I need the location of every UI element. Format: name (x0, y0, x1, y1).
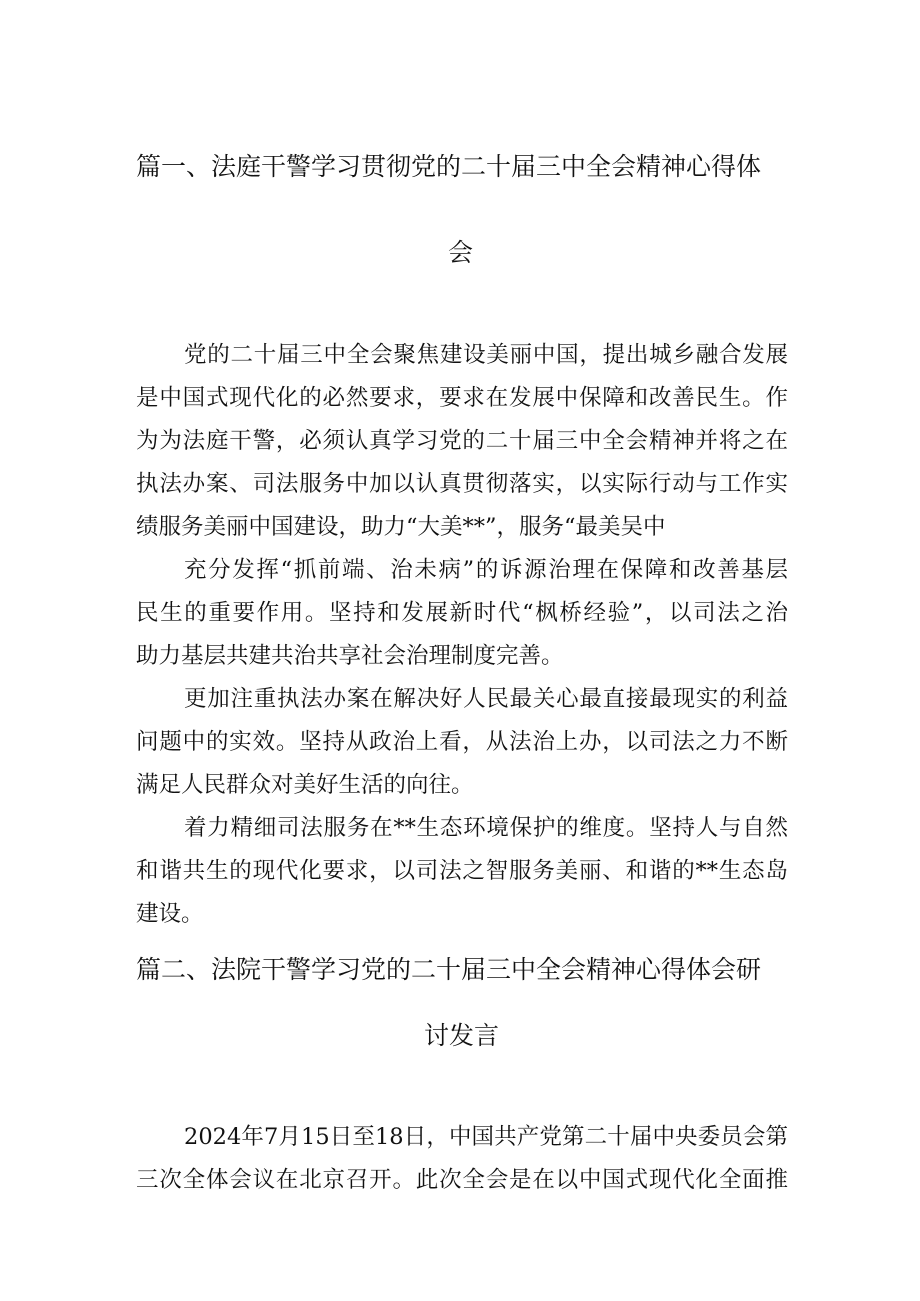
section-1-body-line: 更加注重执法办案在解决好人民最关心最直接最现实的利益 (184, 686, 788, 712)
section-1-body-line: 充分发挥“抓前端、治未病”的诉源治理在保障和改善基层 (184, 557, 788, 583)
section-1-body-line: 执法办案、司法服务中加以认真贯彻落实，以实际行动与工作实 (136, 471, 788, 497)
section-2-title-line-1: 篇二、法院干警学习党的二十届三中全会精神心得体会研 (136, 955, 762, 984)
section-2-body-line: 2024年7月15日至18日，中国共产党第二十届中央委员会第 (184, 1124, 788, 1150)
section-1-body-line: 建设。 (136, 901, 204, 927)
section-1-body-line: 着力精细司法服务在**生态环境保护的维度。坚持人与自然 (184, 815, 788, 841)
section-2-body-line: 三次全体会议在北京召开。此次全会是在以中国式现代化全面推 (136, 1167, 788, 1193)
section-1-title-line-2: 会 (448, 238, 474, 267)
section-1-body-line: 问题中的实效。坚持从政治上看，从法治上办，以司法之力不断 (136, 729, 788, 755)
section-1-body-line: 是中国式现代化的必然要求，要求在发展中保障和改善民生。作 (136, 385, 788, 411)
section-1-title-line-1: 篇一、法庭干警学习贯彻党的二十届三中全会精神心得体 (136, 152, 762, 181)
section-1-body-line: 党的二十届三中全会聚焦建设美丽中国，提出城乡融合发展 (184, 342, 788, 368)
section-2-title-line-2: 讨发言 (424, 1021, 500, 1050)
section-1-body-line: 和谐共生的现代化要求，以司法之智服务美丽、和谐的**生态岛 (136, 858, 788, 884)
section-1-body-line: 助力基层共建共治共享社会治理制度完善。 (136, 643, 564, 669)
section-1-body-line: 满足人民群众对美好生活的向往。 (136, 772, 474, 798)
section-1-body-line: 为为法庭干警，必须认真学习党的二十届三中全会精神并将之在 (136, 428, 788, 454)
section-1-body-line: 绩服务美丽中国建设，助力“大美**”，服务“最美吴中 (136, 514, 666, 540)
section-1-body-line: 民生的重要作用。坚持和发展新时代“枫桥经验”，以司法之治 (136, 600, 788, 626)
